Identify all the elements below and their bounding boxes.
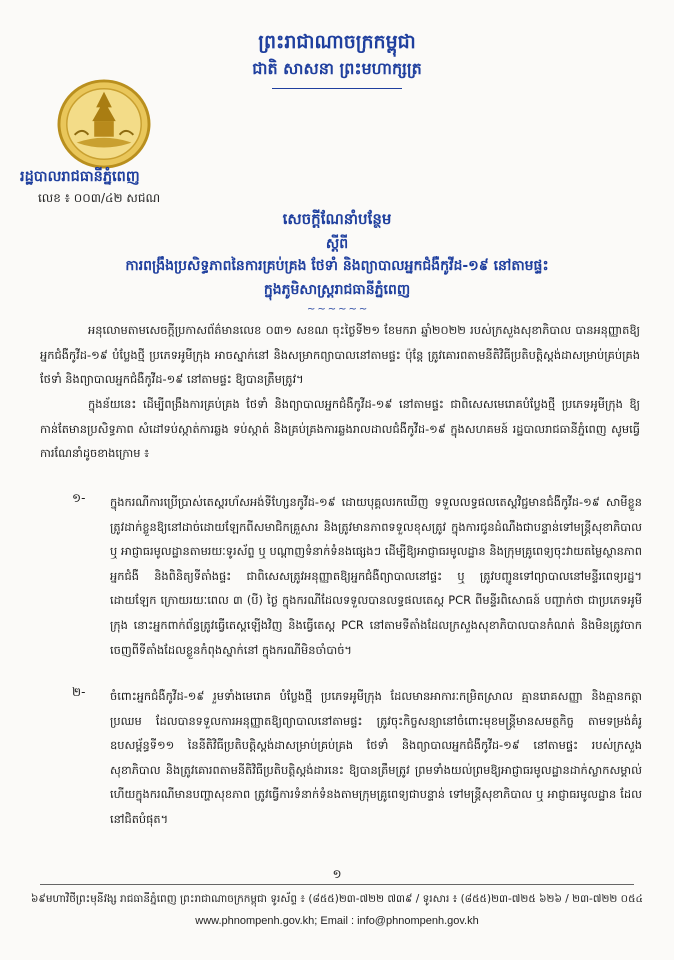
- title-ornament: ~~~~~~: [307, 304, 370, 315]
- intro-paragraph: អនុលោមតាមសេចក្តីប្រកាសព័ត៌មានលេខ ០៣១ សខណ ចុះថ្ងៃទី២១ ខែមករា ឆ្នាំ២០២២ របស់ក្រសួងសុខាភិបាល បានអនុញ្ញាតឱ្យអ្នកជំងឺកូវីដ-១៩ បំប្លែងថ្មី ប្រភេទអូមីក្រុង អាចស្នាក់នៅ និងសម្រាកព្យាបាលនៅតាមផ្ទះ ប៉ុន្តែ ត្រូវគោរពតាមនីតិវិធីប្រតិបត្តិស្តង់ដាសម្រាប់គ្រប់គ្រង ថែទាំ និងព្យាបាលអ្នកជំងឺកូវីដ-១៩ នៅតាមផ្ទះ ឱ្យបានត្រឹមត្រូវ។: [40, 323, 640, 387]
- footer-divider: [40, 884, 634, 885]
- item-2-text: ចំពោះអ្នកជំងឺកូវីដ-១៩ រួមទាំងមេរោគ បំប្លែងថ្មី ប្រភេទអូមីក្រុង ដែលមានអាការៈកម្រិតស្រាល គ្មានរោគសញ្ញា និងគ្មានកត្តាប្រឈម ដែលបានទទួលការអនុញ្ញាតឱ្យព្យាបាលនៅតាមផ្ទះ ត្រូវចុះកិច្ចសន្យានៅចំពោះមុខមន្ត្រីមានសមត្ថកិច្ច តាមទម្រង់គំរូឧបសម្ព័ន្ធទី១១ នៃនីតិវិធីប្រតិបត្តិស្តង់ដាសម្រាប់គ្រប់គ្រង ថែទាំ និងព្យាបាលអ្នកជំងឺកូវីដ-១៩ នៅតាមផ្ទះ របស់ក្រសួងសុខាភិបាល និងត្រូវគោរពតាមនីតិវិធីប្រតិបត្តិស្តង់ដារនេះ ឱ្យបានត្រឹមត្រូវ ព្រមទាំងយល់ព្រមឱ្យអាជ្ញាធរមូលដ្ឋានដាក់ស្លាកសម្គាល់ ហើយក្នុងករណីមានបញ្ហាសុខភាព ត្រូវធ្វើការទំនាក់ទំនងតាមក្រុមគ្រូពេទ្យជាបន្ទាន់ ទៅមន្ត្រីសុខាភិបាល ឬ អាជ្ញាធរមូលដ្ឋាន ដែលនៅជិតបំផុត។: [110, 689, 642, 826]
- item-1-text: ក្នុងករណីការប្រើប្រាស់តេស្តរហ័សអង់ទីហ្សែនកូវីដ-១៩ ដោយបុគ្គលរកឃើញ ទទួលលទ្ធផលតេស្តវិជ្ជមានជំងឺកូវីដ-១៩ សាមីខ្លួនត្រូវដាក់ខ្លួនឱ្យនៅដាច់ដោយឡែកពីសមាជិកគ្រួសារ និងត្រូវមានភាពទទួលខុសត្រូវ ក្នុងការជូនដំណឹងជាបន្ទាន់ទៅមន្ត្រីសុខាភិបាល ឬ អាជ្ញាធរមូលដ្ឋានតាមរយៈទូរស័ព្ទ ឬ បណ្តាញទំនាក់ទំនងផ្សេងៗ ដើម្បីឱ្យអាជ្ញាធរមូលដ្ឋាន និងក្រុមគ្រូពេទ្យចុះវាយតម្លៃស្ថានភាពអ្នកជំងឺ និងពិនិត្យទីតាំងផ្ទះ ជាពិសេសត្រូវអនុញ្ញាតឱ្យអ្នកជំងឺព្យាបាលនៅផ្ទះ ឬ ត្រូវបញ្ជូនទៅព្យាបាលនៅមន្ទីរពេទ្យរដ្ឋ។ ដោយឡែក ក្រោយរយៈពេល ៣ (បី) ថ្ងៃ ក្នុងករណីដែលទទួលបានលទ្ធផលតេស្ត PCR ពីមន្ទីរពិសោធន៍ បញ្ជាក់ថា ជាប្រភេទអូមីក្រុង នោះអ្នកពាក់ព័ន្ធត្រូវធ្វើតេស្តឡើងវិញ និងធ្វើតេស្ត PCR នៅតាមទីតាំងដែលក្រសួងសុខាភិបាលបានកំណត់ និងមិនត្រូវចាកចេញពីទីតាំងដែលខ្លួនកំពុងស្នាក់នៅ ក្នុងករណីមិនចាំបាច់។: [110, 495, 642, 657]
- motto-heading: ជាតិ សាសនា ព្រះមហាក្សត្រ: [252, 59, 422, 78]
- footer-address: ៦៩មហាវិថីព្រះមុនីវង្ស រាជធានីភ្នំពេញ ព្រះរាជាណាចក្រកម្ពុជា ទូរស័ព្ទ ៖ (៨៥៥)២៣-៧២២ ៧៣៩ / ទូរសារ ៖ (៨៥៥)២៣-៧២៥ ៦២៦ / ២៣-៧២២ ០៥៤: [31, 893, 643, 905]
- title-about: ស្តីពី: [325, 236, 349, 252]
- item-2-number: ២-: [72, 685, 86, 699]
- page-number: ១: [332, 867, 342, 881]
- agency-name: រដ្ឋបាលរាជធានីភ្នំពេញ: [20, 169, 140, 185]
- kingdom-heading: ព្រះរាជាណាចក្រកម្ពុជា: [258, 31, 416, 53]
- document-title: សេចក្តីណែនាំបន្ថែម: [282, 210, 392, 228]
- header-divider: [272, 88, 402, 89]
- title-scope: ក្នុងភូមិសាស្ត្ររាជធានីភ្នំពេញ: [263, 282, 411, 298]
- title-subject: ការពង្រឹងប្រសិទ្ធភាពនៃការគ្រប់គ្រង ថែទាំ និងព្យាបាលអ្នកជំងឺកូវីដ-១៩ នៅតាមផ្ទះ: [125, 258, 549, 274]
- reference-number: លេខ ៖ ០០៣/៤២ សជណ: [38, 191, 161, 205]
- context-paragraph: ក្នុងន័យនេះ ដើម្បីពង្រឹងការគ្រប់គ្រង ថែទាំ និងព្យាបាលអ្នកជំងឺកូវីដ-១៩ នៅតាមផ្ទះ ជាពិសេសមេរោគបំប្លែងថ្មី ប្រភេទអូមីក្រុង ឱ្យកាន់តែមានប្រសិទ្ធភាព សំដៅទប់ស្កាត់ការឆ្លង ទប់ស្កាត់ និងគ្រប់គ្រងការឆ្លងរាលដាលជំងឺកូវីដ-១៩ ក្នុងសហគមន៍ រដ្ឋបាលរាជធានីភ្នំពេញ សូមធ្វើការណែនាំដូចខាងក្រោម ៖: [40, 397, 640, 461]
- item-1-number: ១-: [72, 491, 86, 505]
- footer-contact: www.phnompenh.gov.kh; Email : info@phnompenh.gov.kh: [195, 915, 479, 927]
- phnom-penh-seal-icon: [55, 78, 153, 170]
